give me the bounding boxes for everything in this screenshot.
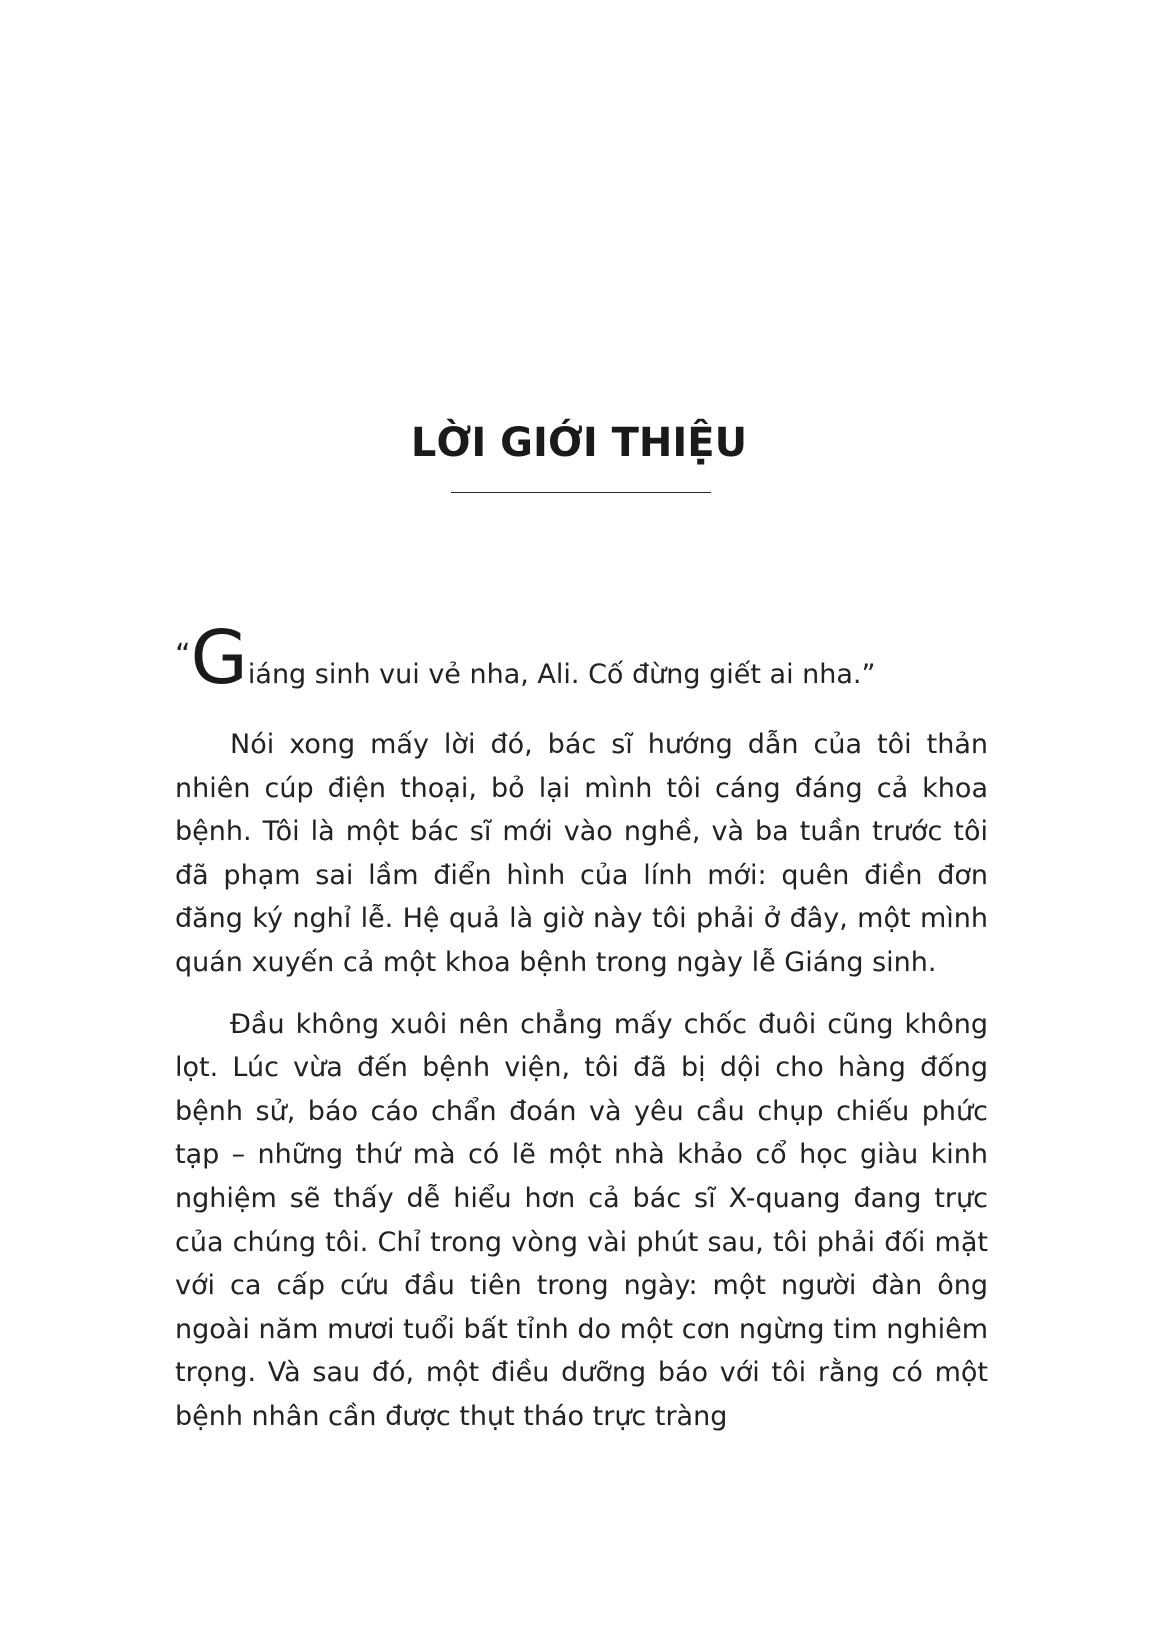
opening-text: iáng sinh vui vẻ nha, Ali. Cố đừng giết ai nha.” xyxy=(247,659,876,690)
chapter-title: LỜI GIỚI THIỆU xyxy=(410,420,748,466)
paragraph: Đầu không xuôi nên chẳng mấy chốc đuôi cũng không lọt. Lúc vừa đến bệnh viện, tôi đã bị dội cho hàng đống bệnh sử, báo cáo chẩn đoán và yêu cầu chụp chiếu phức tạp – những thứ mà có lẽ một nhà khảo cổ học giàu kinh nghiệm sẽ thấy dễ hiểu hơn cả bác sĩ X-quang đang trực của chúng tôi. Chỉ trong vòng vài phút sau, tôi phải đối mặt với ca cấp cứu đầu tiên trong ngày: một người đàn ông ngoài năm mươi tuổi bất tỉnh do một cơn ngừng tim nghiêm trọng. Và sau đó, một điều dưỡng báo với tôi rằng có một bệnh nhân cần được thụt tháo trực tràng xyxy=(175,1008,988,1432)
body-text xyxy=(175,615,988,1457)
opening-quote-mark: “ xyxy=(175,638,191,673)
title-underline xyxy=(451,492,711,493)
opening-line xyxy=(175,615,988,705)
paragraph: Nói xong mấy lời đó, bác sĩ hướng dẫn của tôi thản nhiên cúp điện thoại, bỏ lại mình tôi cáng đáng cả khoa bệnh. Tôi là một bác sĩ mới vào nghề, và ba tuần trước tôi đã phạm sai lầm điển hình của lính mới: quên điền đơn đăng ký nghỉ lễ. Hệ quả là giờ này tôi phải ở đây, một mình quán xuyến cả một khoa bệnh trong ngày lễ Giáng sinh. xyxy=(175,729,988,978)
drop-cap: G xyxy=(190,615,248,701)
